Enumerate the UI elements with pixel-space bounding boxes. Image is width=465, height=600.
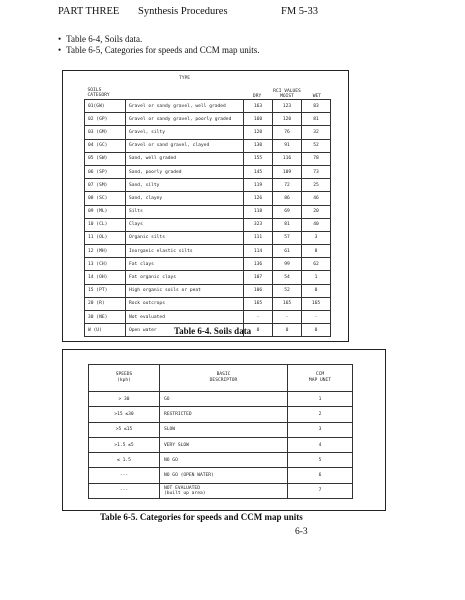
soil-category-cell: 09 (ML) (85, 205, 126, 218)
soil-category-cell: 11 (OL) (85, 231, 126, 244)
soils-row (85, 271, 331, 284)
rci-moist-cell: 116 (273, 152, 302, 165)
rci-wet-cell: 73 (302, 165, 331, 178)
speed-range-cell: >5 ≤15 (89, 422, 160, 437)
soil-type-cell: Gravel or sandy gravel, poorly graded (126, 113, 244, 126)
soil-category-cell: 30 (NE) (85, 311, 126, 324)
rci-wet-cell: 0 (302, 324, 331, 337)
speeds-table (88, 364, 353, 499)
rci-wet-cell: 78 (302, 152, 331, 165)
speeds-row (89, 453, 353, 468)
rci-dry-cell: 155 (244, 152, 273, 165)
rci-dry-cell: 114 (244, 245, 273, 258)
ccm-header (288, 365, 353, 392)
soil-category-cell: 04 (GC) (85, 139, 126, 152)
soils-table-body (85, 100, 331, 337)
soil-category-cell: 07 (SM) (85, 179, 126, 192)
rci-moist-cell: 109 (273, 165, 302, 178)
soil-type-cell: Open water (126, 324, 244, 337)
rci-dry-cell: 130 (244, 139, 273, 152)
speed-range-cell: --- (89, 483, 160, 498)
descriptor-cell: NOT EVALUATED (built up area) (160, 483, 288, 498)
soil-category-cell: 10 (CL) (85, 218, 126, 231)
soil-type-cell: Sand, poorly graded (126, 165, 244, 178)
rci-moist-cell: 76 (273, 126, 302, 139)
rci-moist-cell: 123 (273, 100, 302, 113)
ccm-unit-cell: 3 (288, 422, 353, 437)
soils-rci-header (244, 76, 331, 100)
soils-moist-header: MOIST (280, 94, 294, 99)
rci-moist-cell: 72 (273, 179, 302, 192)
soil-category-cell: 14 (OH) (85, 271, 126, 284)
descriptor-cell: SLOW (160, 422, 288, 437)
soils-header-row (85, 76, 331, 100)
rci-wet-cell: 83 (302, 100, 331, 113)
header-title: Synthesis Procedures (138, 6, 228, 17)
soils-row (85, 165, 331, 178)
soils-row (85, 258, 331, 271)
soils-category-header-line1: SOILS (87, 88, 102, 93)
soils-table (84, 76, 331, 337)
speeds-row (89, 468, 353, 483)
speeds-table-body (89, 392, 353, 499)
soil-category-cell: 08 (SC) (85, 192, 126, 205)
speeds-table-caption: Table 6-5. Categories for speeds and CCM map units (100, 512, 303, 522)
ccm-unit-cell: 6 (288, 468, 353, 483)
rci-wet-cell: 8 (302, 245, 331, 258)
soils-row (85, 139, 331, 152)
rci-dry-cell: - (244, 311, 273, 324)
rci-wet-cell: 3 (302, 231, 331, 244)
ccm-unit-cell: 4 (288, 437, 353, 452)
speed-range-cell: --- (89, 468, 160, 483)
rci-dry-cell: 160 (244, 113, 273, 126)
soil-category-cell: 06 (SP) (85, 165, 126, 178)
rci-moist-cell: 57 (273, 231, 302, 244)
soils-row (85, 179, 331, 192)
soil-category-cell: 20 (R) (85, 297, 126, 310)
rci-dry-cell: 111 (244, 231, 273, 244)
speeds-header (89, 365, 160, 392)
rci-wet-cell: 0 (302, 284, 331, 297)
soil-type-cell: Not evaluated (126, 311, 244, 324)
rci-wet-cell: 20 (302, 205, 331, 218)
ccm-unit-cell: 2 (288, 407, 353, 422)
rci-dry-cell: 136 (244, 258, 273, 271)
ccm-header-line1: CCM (315, 372, 325, 377)
ccm-header-line2: MAP UNIT (308, 378, 332, 383)
soils-row (85, 284, 331, 297)
soil-type-cell: Gravel or sandy gravel, well graded (126, 100, 244, 113)
rci-wet-cell: 25 (302, 179, 331, 192)
speeds-row (89, 437, 353, 452)
rci-moist-cell: 69 (273, 205, 302, 218)
soil-type-cell: Clays (126, 218, 244, 231)
rci-moist-cell: 120 (273, 113, 302, 126)
soils-type-header: TYPE (126, 76, 244, 100)
rci-moist-cell: - (273, 311, 302, 324)
soils-row (85, 126, 331, 139)
rci-moist-cell: 81 (273, 218, 302, 231)
descriptor-cell: GO (160, 392, 288, 407)
ccm-unit-cell: 5 (288, 453, 353, 468)
rci-wet-cell: 46 (302, 192, 331, 205)
speeds-header-line2: (kph) (117, 378, 131, 383)
soils-row (85, 297, 331, 310)
rci-wet-cell: 62 (302, 258, 331, 271)
speed-range-cell: > 30 (89, 392, 160, 407)
rci-dry-cell: 118 (244, 205, 273, 218)
page-number: 6-3 (295, 527, 308, 537)
rci-moist-cell: 91 (273, 139, 302, 152)
rci-dry-cell: 145 (244, 165, 273, 178)
soil-type-cell: Silts (126, 205, 244, 218)
speeds-row (89, 392, 353, 407)
rci-dry-cell: 165 (244, 297, 273, 310)
speeds-header-row (89, 365, 353, 392)
soils-rci-title: RCI VALUES (273, 89, 301, 94)
speeds-row (89, 407, 353, 422)
descriptor-cell: RESTRICTED (160, 407, 288, 422)
soils-row (85, 113, 331, 126)
soils-row (85, 152, 331, 165)
soil-category-cell: W (U) (85, 324, 126, 337)
rci-wet-cell: 81 (302, 113, 331, 126)
soil-category-cell: 12 (MH) (85, 245, 126, 258)
speeds-row (89, 483, 353, 498)
rci-dry-cell: 120 (244, 126, 273, 139)
soils-row (85, 218, 331, 231)
rci-moist-cell: 86 (273, 192, 302, 205)
soil-category-cell: 13 (CH) (85, 258, 126, 271)
rci-dry-cell: 0 (244, 324, 273, 337)
rci-wet-cell: 40 (302, 218, 331, 231)
descriptor-cell: NO GO (OPEN WATER) (160, 468, 288, 483)
soil-type-cell: High organic soils or peat (126, 284, 244, 297)
rci-moist-cell: 99 (273, 258, 302, 271)
rci-dry-cell: 119 (244, 179, 273, 192)
soils-row (85, 245, 331, 258)
soils-table-caption: Table 6-4. Soils data (174, 326, 252, 336)
soil-type-cell: Fat organic clays (126, 271, 244, 284)
rci-wet-cell: 165 (302, 297, 331, 310)
rci-dry-cell: 106 (244, 284, 273, 297)
descriptor-header-line2: DESCRIPTOR (209, 378, 238, 383)
header-part: PART THREE (58, 6, 120, 17)
soil-type-cell: Sand, silty (126, 179, 244, 192)
rci-dry-cell: 107 (244, 271, 273, 284)
rci-moist-cell: 165 (273, 297, 302, 310)
soils-wet-header: WET (312, 94, 322, 99)
speeds-row (89, 422, 353, 437)
soil-category-cell: 03 (GM) (85, 126, 126, 139)
soils-row (85, 192, 331, 205)
soils-row (85, 205, 331, 218)
bullet-item: • Table 6-5, Categories for speeds and CCM map units. (58, 45, 260, 56)
ccm-unit-cell: 7 (288, 483, 353, 498)
descriptor-header-line1: BASIC (216, 372, 231, 377)
soil-type-cell: Sand, clayey (126, 192, 244, 205)
speeds-header-line1: SPEEDS (115, 372, 133, 377)
speed-range-cell: ≤ 1.5 (89, 453, 160, 468)
rci-dry-cell: 323 (244, 218, 273, 231)
soils-category-header (85, 76, 126, 100)
descriptor-header (160, 365, 288, 392)
soil-type-cell: Organic silts (126, 231, 244, 244)
rci-wet-cell: 32 (302, 126, 331, 139)
descriptor-cell: VERY SLOW (160, 437, 288, 452)
soil-category-cell: 15 (PT) (85, 284, 126, 297)
soil-category-cell: 02 (GP) (85, 113, 126, 126)
rci-moist-cell: 61 (273, 245, 302, 258)
rci-moist-cell: 52 (273, 284, 302, 297)
soil-type-cell: Gravel, silty (126, 126, 244, 139)
bullet-list (58, 34, 260, 55)
rci-wet-cell: - (302, 311, 331, 324)
soil-type-cell: Sand, well graded (126, 152, 244, 165)
soils-category-header-line2: CATEGORY (87, 93, 110, 98)
rci-moist-cell: 54 (273, 271, 302, 284)
rci-wet-cell: 1 (302, 271, 331, 284)
ccm-unit-cell: 1 (288, 392, 353, 407)
soils-dry-header: DRY (252, 94, 262, 99)
rci-wet-cell: 52 (302, 139, 331, 152)
rci-dry-cell: 126 (244, 192, 273, 205)
descriptor-cell: NO GO (160, 453, 288, 468)
speed-range-cell: >15 ≤30 (89, 407, 160, 422)
bullet-item: • Table 6-4, Soils data. (58, 34, 260, 45)
soils-row (85, 100, 331, 113)
soil-type-cell: Inorganic elastic silts (126, 245, 244, 258)
soil-category-cell: 01(GW) (85, 100, 126, 113)
header-manual: FM 5-33 (281, 6, 319, 17)
soil-type-cell: Fat clays (126, 258, 244, 271)
soil-type-cell: Gravel or sand gravel, clayed (126, 139, 244, 152)
rci-moist-cell: 0 (273, 324, 302, 337)
soil-category-cell: 05 (SW) (85, 152, 126, 165)
soils-row (85, 311, 331, 324)
soil-type-cell: Rock outcrops (126, 297, 244, 310)
soils-row (85, 231, 331, 244)
speed-range-cell: >1.5 ≤5 (89, 437, 160, 452)
rci-dry-cell: 163 (244, 100, 273, 113)
